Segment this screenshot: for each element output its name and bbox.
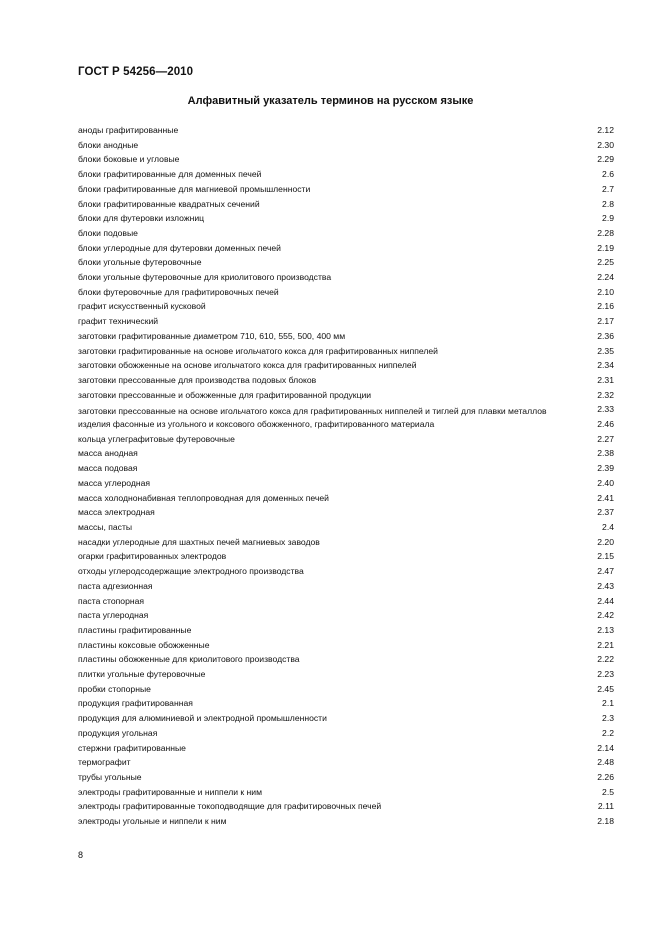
index-entry <box>78 285 614 300</box>
index-term-number: 2.41 <box>597 492 614 503</box>
index-term: продукция для алюминиевой и электродной промышленности <box>78 713 327 724</box>
index-entry <box>78 182 614 197</box>
term-index-list <box>78 123 614 829</box>
index-term: заготовки графитированные диаметром 710, 610, 555, 500, 400 мм <box>78 330 346 341</box>
index-term-number: 2.28 <box>597 227 614 238</box>
index-term-number: 2.15 <box>597 551 614 562</box>
index-term-number: 2.26 <box>597 771 614 782</box>
index-entry <box>78 741 614 756</box>
index-entry <box>78 476 614 491</box>
index-term-number: 2.7 <box>602 183 614 194</box>
index-term-number: 2.32 <box>597 389 614 400</box>
index-term: блоки для футеровки изложниц <box>78 213 205 224</box>
index-term: блоки углеродные для футеровки доменных печей <box>78 242 281 253</box>
index-term-number: 2.8 <box>602 198 614 209</box>
index-entry <box>78 535 614 550</box>
index-entry <box>78 711 614 726</box>
index-term: блоки анодные <box>78 139 139 150</box>
index-term: масса холоднонабивная теплопроводная для доменных печей <box>78 492 329 503</box>
index-term: паста углеродная <box>78 610 149 621</box>
index-term: заготовки прессованные для производства подовых блоков <box>78 374 317 385</box>
index-entry <box>78 138 614 153</box>
index-entry <box>78 461 614 476</box>
index-term-number: 2.6 <box>602 169 614 180</box>
index-term-number: 2.4 <box>602 521 614 532</box>
index-term-number: 2.36 <box>597 330 614 341</box>
index-entry <box>78 299 614 314</box>
index-term: электроды графитированные и ниппели к ним <box>78 786 263 797</box>
index-term: термографит <box>78 757 131 768</box>
index-entry <box>78 211 614 226</box>
index-entry <box>78 491 614 506</box>
index-term: заготовки прессованные и обожженные для графитированной продукции <box>78 389 372 400</box>
index-term-number: 2.44 <box>597 595 614 606</box>
index-term: трубы угольные <box>78 771 142 782</box>
index-term: масса анодная <box>78 448 138 459</box>
index-term-number: 2.2 <box>602 727 614 738</box>
index-entry <box>78 755 614 770</box>
index-entry <box>78 432 614 447</box>
index-term-number: 2.38 <box>597 448 614 459</box>
index-term-number: 2.25 <box>597 257 614 268</box>
index-term-number: 2.13 <box>597 624 614 635</box>
index-term: заготовки обожженные на основе игольчатого кокса для графитированных ниппелей <box>78 360 417 371</box>
index-entry <box>78 770 614 785</box>
index-entry <box>78 549 614 564</box>
index-term: огарки графитированных электродов <box>78 551 227 562</box>
index-term: заготовки графитированные на основе игольчатого кокса для графитированных ниппелей <box>78 345 438 356</box>
index-term-number: 2.40 <box>597 477 614 488</box>
index-entry <box>78 564 614 579</box>
index-entry <box>78 799 614 814</box>
index-entry <box>78 314 614 329</box>
index-term: блоки графитированные для магниевой промышленности <box>78 183 311 194</box>
index-entry <box>78 255 614 270</box>
index-term: изделия фасонные из угольного и коксового обожженного, графитированного материала <box>78 419 435 430</box>
index-entry <box>78 167 614 182</box>
index-entry <box>78 344 614 359</box>
index-entry <box>78 579 614 594</box>
index-term-number: 2.16 <box>597 301 614 312</box>
index-term: электроды графитированные токоподводящие для графитировочных печей <box>78 801 382 812</box>
index-entry <box>78 608 614 623</box>
index-term-number: 2.35 <box>597 345 614 356</box>
index-term-number: 2.45 <box>597 683 614 694</box>
index-term-number: 2.9 <box>602 213 614 224</box>
index-entry <box>78 358 614 373</box>
index-entry <box>78 241 614 256</box>
index-entry <box>78 446 614 461</box>
index-entry <box>78 652 614 667</box>
index-term: масса углеродная <box>78 477 151 488</box>
index-entry <box>78 520 614 535</box>
index-entry <box>78 402 614 417</box>
index-term-number: 2.12 <box>597 125 614 135</box>
index-term-number: 2.11 <box>597 801 614 812</box>
index-entry <box>78 152 614 167</box>
index-term-number: 2.22 <box>597 654 614 665</box>
index-term: пластины графитированные <box>78 624 192 635</box>
index-term-number: 2.33 <box>597 404 614 415</box>
index-term: насадки углеродные для шахтных печей магниевых заводов <box>78 536 320 547</box>
index-term-number: 2.46 <box>597 419 614 430</box>
index-term: масса подовая <box>78 463 138 474</box>
index-term: блоки угольные футеровочные <box>78 257 202 268</box>
index-term: блоки подовые <box>78 227 138 238</box>
index-term: паста адгезионная <box>78 580 153 591</box>
index-term-number: 2.39 <box>597 463 614 474</box>
index-term: отходы углеродсодержащие электродного производства <box>78 566 304 577</box>
index-entry <box>78 594 614 609</box>
index-term: электроды угольные и ниппели к ним <box>78 816 227 827</box>
document-code: ГОСТ Р 54256—2010 <box>78 66 194 78</box>
index-term: блоки угольные футеровочные для криолитового производства <box>78 272 332 283</box>
index-entry <box>78 785 614 800</box>
index-term: пластины коксовые обожженные <box>78 639 210 650</box>
index-term: продукция графитированная <box>78 698 193 709</box>
index-term-number: 2.47 <box>597 566 614 577</box>
index-entry <box>78 417 614 432</box>
index-term: пластины обожженные для криолитового производства <box>78 654 300 665</box>
index-term: масса электродная <box>78 507 155 518</box>
index-term: блоки футеровочные для графитировочных печей <box>78 286 279 297</box>
index-term-number: 2.1 <box>602 698 614 709</box>
index-term-number: 2.29 <box>597 154 614 165</box>
index-entry <box>78 329 614 344</box>
index-term-number: 2.21 <box>597 639 614 650</box>
index-entry <box>78 388 614 403</box>
index-term-number: 2.17 <box>597 316 614 327</box>
index-term-number: 2.31 <box>597 374 614 385</box>
index-entry <box>78 373 614 388</box>
index-entry <box>78 123 614 138</box>
index-term: блоки боковые и угловые <box>78 154 180 165</box>
index-term-number: 2.18 <box>597 816 614 827</box>
index-term-number: 2.42 <box>597 610 614 621</box>
index-term-number: 2.5 <box>602 786 614 797</box>
index-term-number: 2.3 <box>602 713 614 724</box>
index-term: плитки угольные футеровочные <box>78 669 206 680</box>
index-term: продукция угольная <box>78 727 158 738</box>
index-term-number: 2.20 <box>597 536 614 547</box>
index-term-number: 2.34 <box>597 360 614 371</box>
index-term-number: 2.24 <box>597 272 614 283</box>
index-entry <box>78 726 614 741</box>
page-number: 8 <box>78 850 84 860</box>
index-term-number: 2.19 <box>597 242 614 253</box>
index-term-number: 2.48 <box>597 757 614 768</box>
index-term: стержни графитированные <box>78 742 186 753</box>
index-term: блоки графитированные для доменных печей <box>78 169 262 180</box>
index-term: пробки стопорные <box>78 683 151 694</box>
index-term: кольца углеграфитовые футеровочные <box>78 433 235 444</box>
index-term-number: 2.37 <box>597 507 614 518</box>
index-term-number: 2.43 <box>597 580 614 591</box>
index-entry <box>78 667 614 682</box>
index-term-number: 2.30 <box>597 139 614 150</box>
index-term: блоки графитированные квадратных сечений <box>78 198 260 209</box>
index-term: графит технический <box>78 316 159 327</box>
index-title: Алфавитный указатель терминов на русском языке <box>187 95 474 107</box>
index-term: заготовки прессованные на основе игольчатого кокса для графитированных ниппелей и тиглей для плавки металлов <box>78 406 547 417</box>
index-entry <box>78 623 614 638</box>
index-entry <box>78 197 614 212</box>
index-term: паста стопорная <box>78 595 145 606</box>
index-term-number: 2.14 <box>597 742 614 753</box>
index-entry <box>78 814 614 829</box>
index-entry <box>78 270 614 285</box>
index-entry <box>78 226 614 241</box>
index-term-number: 2.27 <box>597 433 614 444</box>
index-term: графит искусственный кусковой <box>78 301 206 312</box>
index-term-number: 2.23 <box>597 669 614 680</box>
index-entry <box>78 505 614 520</box>
index-entry <box>78 696 614 711</box>
index-entry <box>78 682 614 697</box>
index-term-number: 2.10 <box>597 286 614 297</box>
index-term: массы, пасты <box>78 521 133 532</box>
index-term: аноды графитированные <box>78 125 179 135</box>
index-entry <box>78 638 614 653</box>
